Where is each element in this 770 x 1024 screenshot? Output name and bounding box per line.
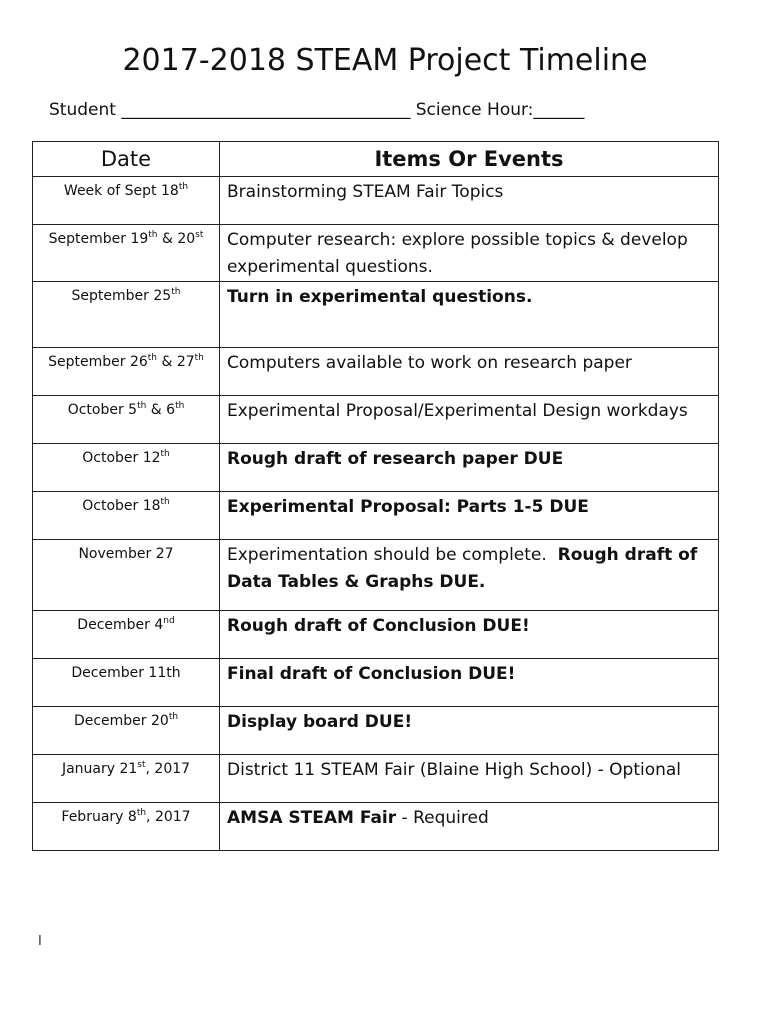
date-ordinal-suffix: th	[148, 230, 158, 240]
row-date	[33, 396, 220, 444]
date-ordinal-suffix: st	[195, 230, 204, 240]
table-row	[33, 492, 719, 540]
event-text-bold: Experimental Proposal: Parts 1-5 DUE	[227, 497, 589, 517]
table-header-row	[33, 142, 719, 177]
timeline-rows	[33, 177, 719, 851]
date-text: , 2017	[145, 761, 191, 777]
timeline-table	[32, 141, 719, 851]
row-date	[33, 803, 220, 851]
date-text: & 27	[157, 354, 195, 370]
row-date	[33, 444, 220, 492]
event-text: Brainstorming STEAM Fair Topics	[227, 182, 504, 202]
date-text: November 27	[78, 546, 174, 562]
date-text: January 21	[61, 761, 138, 777]
event-text-bold: Final draft of Conclusion DUE!	[227, 664, 516, 684]
date-ordinal-suffix: th	[175, 401, 185, 411]
row-event	[220, 540, 719, 611]
row-date	[33, 348, 220, 396]
date-text: Week of Sept 18	[63, 183, 179, 199]
date-ordinal-suffix: th	[194, 353, 204, 363]
date-column-header: Date	[33, 142, 220, 177]
table-row	[33, 177, 719, 225]
event-text: Computers available to work on research paper	[227, 353, 632, 373]
row-event	[220, 803, 719, 851]
table-row	[33, 282, 719, 348]
student-science-hour-line: Student __________________________________ Science Hour:______	[49, 100, 585, 120]
date-text: September 25	[71, 288, 172, 304]
date-text: , 2017	[146, 809, 191, 825]
table-row	[33, 707, 719, 755]
row-event	[220, 225, 719, 282]
event-text: - Required	[396, 808, 489, 828]
row-event	[220, 444, 719, 492]
row-event	[220, 611, 719, 659]
date-ordinal-suffix: th	[137, 401, 147, 411]
row-event	[220, 396, 719, 444]
row-date	[33, 492, 220, 540]
date-text: December 11th	[71, 665, 181, 681]
date-ordinal-suffix: th	[160, 497, 170, 507]
row-event	[220, 659, 719, 707]
table-row	[33, 659, 719, 707]
row-date	[33, 755, 220, 803]
row-event	[220, 755, 719, 803]
event-text: Experimentation should be complete.	[227, 545, 558, 565]
date-text: & 6	[146, 402, 176, 418]
date-text: December 4	[77, 617, 164, 633]
date-text: October 18	[82, 498, 161, 514]
table-row	[33, 396, 719, 444]
date-text: October 12	[82, 450, 161, 466]
events-column-header: Items Or Events	[220, 142, 719, 177]
row-event	[220, 348, 719, 396]
row-event	[220, 492, 719, 540]
event-text-bold: Turn in experimental questions.	[227, 287, 533, 307]
date-ordinal-suffix: th	[178, 182, 189, 192]
table-row	[33, 611, 719, 659]
date-ordinal-suffix: st	[137, 760, 146, 770]
row-date	[33, 707, 220, 755]
date-ordinal-suffix: th	[168, 712, 179, 722]
date-ordinal-suffix: th	[136, 808, 147, 818]
date-text: September 19	[48, 231, 149, 247]
event-text-bold: Rough draft of research paper DUE	[227, 449, 564, 469]
row-event	[220, 282, 719, 348]
page-title: 2017-2018 STEAM Project Timeline	[122, 43, 648, 78]
event-text-bold: AMSA STEAM Fair	[227, 808, 397, 828]
date-text: February 8	[61, 809, 137, 825]
date-text: September 26	[48, 354, 148, 370]
event-text: Experimental Proposal/Experimental Design workdays	[227, 401, 688, 421]
event-text-bold: Display board DUE!	[227, 712, 413, 732]
table-row	[33, 755, 719, 803]
date-text: & 20	[157, 231, 196, 247]
date-ordinal-suffix: th	[160, 449, 170, 459]
row-event	[220, 707, 719, 755]
date-text: October 5	[67, 402, 138, 418]
row-date	[33, 611, 220, 659]
table-row	[33, 444, 719, 492]
table-row	[33, 225, 719, 282]
row-date	[33, 177, 220, 225]
date-ordinal-suffix: th	[171, 287, 181, 297]
table-row	[33, 540, 719, 611]
row-date	[33, 225, 220, 282]
row-event	[220, 177, 719, 225]
row-date	[33, 659, 220, 707]
row-date	[33, 540, 220, 611]
date-ordinal-suffix: th	[147, 353, 157, 363]
row-date	[33, 282, 220, 348]
event-text-bold: Rough draft of Data Tables & Graphs DUE.	[227, 545, 704, 592]
event-text: District 11 STEAM Fair (Blaine High School) - Optional	[227, 760, 682, 780]
table-row	[33, 348, 719, 396]
date-text: December 20	[73, 713, 169, 729]
event-text: Computer research: explore possible topics & develop experimental questions.	[227, 230, 694, 277]
table-row	[33, 803, 719, 851]
event-text-bold: Rough draft of Conclusion DUE!	[227, 616, 530, 636]
date-ordinal-suffix: nd	[163, 616, 175, 626]
footer-mark: I	[38, 934, 42, 949]
